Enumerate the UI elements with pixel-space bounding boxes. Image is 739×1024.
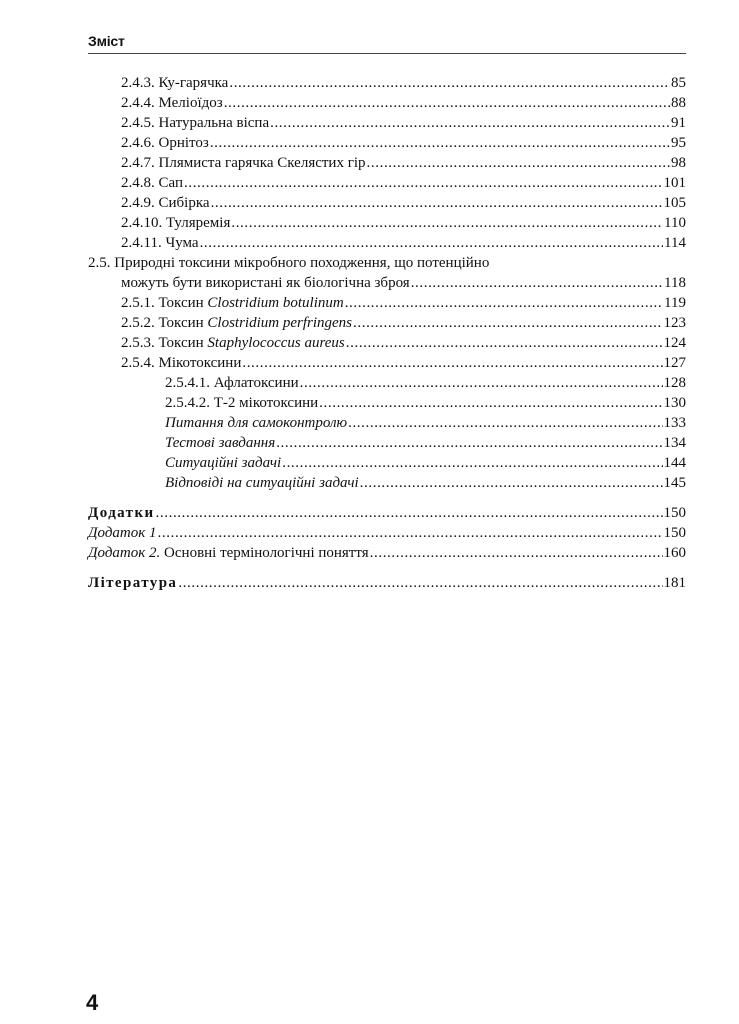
toc-entry[interactable] [0,523,739,543]
dot-leader [360,473,663,493]
toc-entry-page: 127 [663,355,686,371]
toc-entry[interactable] [0,213,739,233]
toc-entry-number: 2.5.1. [121,295,155,311]
toc-entry[interactable] [0,413,739,433]
toc-entry-page: 98 [671,155,686,171]
toc-entry-label: Додаток 2. [88,545,161,561]
page-number: 4 [86,990,99,1015]
toc-entry-page: 133 [663,415,686,431]
toc-entry[interactable] [0,543,739,563]
toc-entry-title: Токсин [158,315,204,331]
toc-entry-title: Тестові завдання [165,435,276,451]
toc-entry-number: 2.4.5. [121,115,155,131]
toc-entry[interactable] [0,153,739,173]
toc-entry-page: 85 [671,75,686,91]
toc-entry[interactable] [0,133,739,153]
toc-entry[interactable] [0,253,739,273]
toc-entry-number: 2.4.3. [121,75,155,91]
toc-entry-title: Відповіді на ситуаційні задачі [165,475,359,491]
dot-leader [224,93,670,113]
toc-entry-page: 101 [663,175,686,191]
dot-leader [184,173,663,193]
dot-leader [156,503,663,523]
toc-entry-page: 145 [663,475,686,491]
dot-leader [210,133,670,153]
dot-leader [319,393,662,413]
toc-entry-page: 91 [671,115,686,131]
toc-entry-title-latin: Clostridium perfringens [207,315,353,331]
toc-entry-title: Чума [165,235,199,251]
toc-entry-page: 181 [663,575,686,591]
toc-entry-title: Питання для самоконтролю [165,415,348,431]
toc-entry-title: Меліоїдоз [158,95,223,111]
toc-entry-title-latin: Clostridium botulinum [207,295,344,311]
toc-entry[interactable] [0,93,739,113]
toc-entry[interactable] [0,333,739,353]
toc-entry[interactable] [0,503,739,523]
toc-entry-title: Афлатоксини [213,375,299,391]
toc-entry-page: 95 [671,135,686,151]
toc-entry-title: Токсин [158,295,204,311]
running-header-title: Зміст [88,33,125,49]
toc-entry-page: 144 [663,455,686,471]
dot-leader [200,233,663,253]
toc-entry-number: 2.5.4.1. [165,375,210,391]
toc-entry-title: Література [88,575,178,591]
dot-leader [367,153,670,173]
toc-entry-title: Натуральна віспа [158,115,270,131]
toc-entry-page: 150 [663,505,686,521]
toc-entry[interactable] [0,433,739,453]
toc-entry-title: Токсин [158,335,204,351]
toc-entry[interactable] [0,473,739,493]
toc-entry-number: 2.5.3. [121,335,155,351]
toc-entry-number: 2.4.6. [121,135,155,151]
toc-entry[interactable] [0,313,739,333]
toc-entry[interactable] [0,73,739,93]
toc-entry-title: Ситуаційні задачі [165,455,282,471]
dot-leader [276,433,662,453]
toc-entry-number: 2.4.4. [121,95,155,111]
toc-entry-page: 118 [664,275,686,291]
dot-leader [178,573,662,593]
toc-entry-number: 2.5.2. [121,315,155,331]
dot-leader [270,113,670,133]
toc-entry[interactable] [0,233,739,253]
toc-entry-title: Плямиста гарячка Скелястих гір [158,155,366,171]
toc-entry[interactable] [0,573,739,593]
toc-entry-page: 130 [663,395,686,411]
toc-entry-number: 2.4.10. [121,215,163,231]
toc-entry-title: Основні термінологічні поняття [164,545,369,561]
toc-entry-title: Мікотоксини [158,355,242,371]
dot-leader [346,333,663,353]
toc-entry[interactable] [0,453,739,473]
dot-leader [345,293,663,313]
toc-entry-title: Сибірка [158,195,210,211]
dot-leader [300,373,663,393]
toc-entry-number: 2.4.8. [121,175,155,191]
toc-entry-page: 114 [664,235,686,251]
dot-leader [231,213,663,233]
toc-entry-title: Орнітоз [158,135,209,151]
toc-entry-title: Додаток 1 [88,525,157,541]
dot-leader [211,193,663,213]
toc-entry[interactable] [0,293,739,313]
dot-leader [411,273,663,293]
toc-entry-title: Туляремія [166,215,231,231]
toc-entry-number: 2.5. [88,255,111,271]
toc-entry-title: Додатки [88,505,155,521]
toc-entry-page: 123 [663,315,686,331]
toc-entry-page: 150 [663,525,686,541]
toc-entry-title: Ку-гарячка [158,75,229,91]
toc-entry-page: 105 [663,195,686,211]
toc-entry[interactable] [0,173,739,193]
toc-entry-title: Сап [158,175,183,191]
dot-leader [370,543,663,563]
dot-leader [353,313,662,333]
toc-entry[interactable] [0,193,739,213]
toc-entry-number: 2.4.7. [121,155,155,171]
toc-entry[interactable] [0,373,739,393]
toc-entry-page: 110 [664,215,686,231]
toc-entry[interactable] [0,353,739,373]
toc-entry-page: 88 [671,95,686,111]
toc-entry-page: 128 [663,375,686,391]
toc-entry-title-latin: Staphylococcus aureus [207,335,345,351]
dot-leader [282,453,662,473]
toc-entry-page: 124 [663,335,686,351]
toc-entry[interactable] [0,393,739,413]
toc-entry-page: 134 [663,435,686,451]
toc-entry[interactable] [0,113,739,133]
toc-entry-title: можуть бути використані як біологічна зброя [121,275,410,291]
toc-entry-number: 2.5.4.2. [165,395,210,411]
toc-entry[interactable] [0,273,739,293]
toc-entry-page: 160 [663,545,686,561]
dot-leader [242,353,662,373]
toc-entry-title: Т-2 мікотоксини [213,395,319,411]
toc-entry-title: Природні токсини мікробного походження, що потенційно [114,255,490,271]
dot-leader [348,413,662,433]
dot-leader [229,73,670,93]
toc-entry-number: 2.4.11. [121,235,162,251]
toc-entry-number: 2.4.9. [121,195,155,211]
toc-entry-number: 2.5.4. [121,355,155,371]
toc-entry-page: 119 [664,295,686,311]
dot-leader [158,523,663,543]
